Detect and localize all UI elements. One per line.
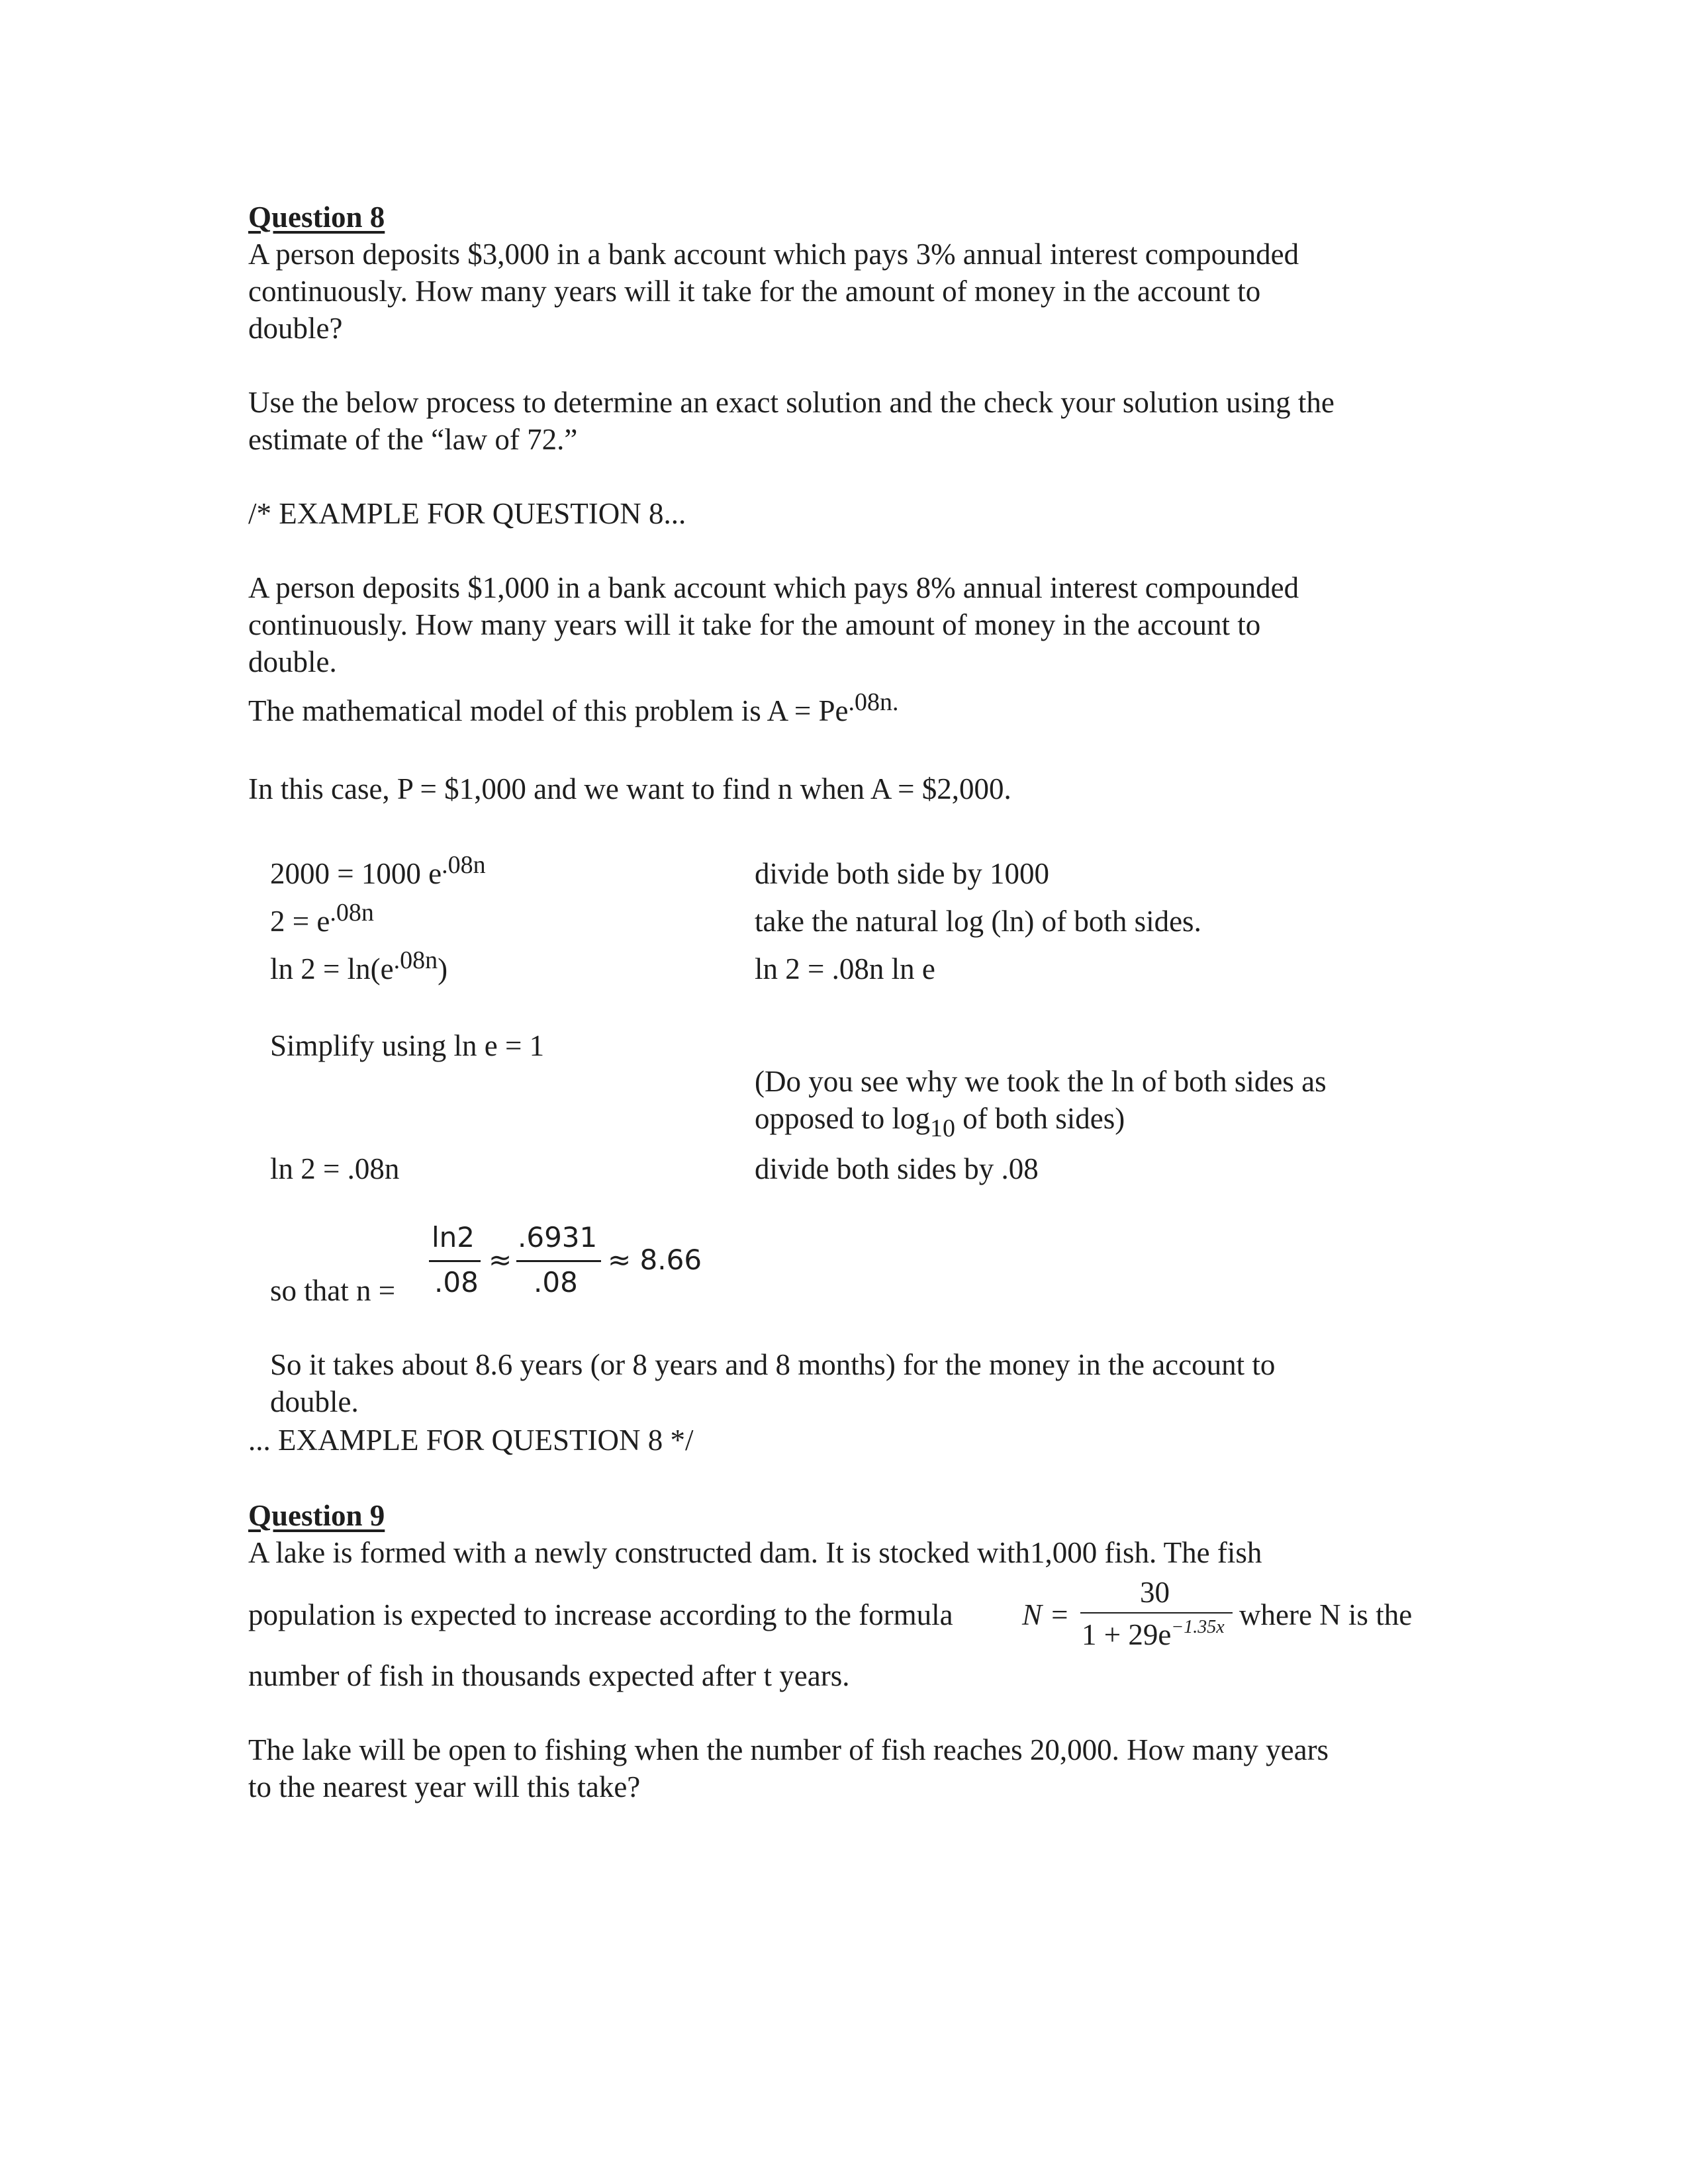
case-statement: In this case, P = $1,000 and we want to find n when A = $2,000. — [248, 772, 1011, 805]
step-1-note: divide both side by 1000 — [755, 857, 1049, 890]
so-that-label: so that n = — [270, 1274, 396, 1307]
model-exponent: .08n. — [848, 688, 899, 716]
question-8-text-line-3: double? — [248, 312, 343, 345]
question-9-text-line-1: A lake is formed with a newly constructed dam. It is stocked with1,000 fish. The fish — [248, 1536, 1262, 1569]
question-8-text-line-2: continuously. How many years will it take for the amount of money in the account to — [248, 275, 1261, 308]
step-1-equation — [270, 851, 486, 894]
step-4-note: divide both sides by .08 — [755, 1152, 1039, 1185]
fraction-1-denominator: .08 — [434, 1266, 479, 1298]
question-8-heading: Question 8 — [248, 201, 385, 234]
step-4-equation: ln 2 = .08n — [270, 1152, 400, 1185]
fraction-1-numerator: ln2 — [432, 1221, 475, 1253]
instructions-line-2: estimate of the “law of 72.” — [248, 423, 578, 456]
why-note-line-1: (Do you see why we took the ln of both sides as — [755, 1065, 1327, 1098]
approx-result: ≈ 8.66 — [608, 1244, 702, 1276]
question-9-text-line-2: population is expected to increase according to the formula — [248, 1598, 953, 1631]
formula-fraction-bar — [1080, 1612, 1233, 1614]
why-note-text: opposed to log — [755, 1102, 930, 1135]
formula-numerator: 30 — [1140, 1576, 1170, 1609]
step-3-exponent: .08n — [393, 946, 438, 974]
formula-lhs: N = — [1022, 1598, 1070, 1631]
formula-denominator — [1082, 1616, 1225, 1658]
step-2-equation — [270, 899, 374, 942]
step-2-exponent: .08n — [330, 899, 374, 927]
example-problem-line-3: double. — [248, 645, 337, 678]
step-3-left: ln 2 = ln(e — [270, 952, 394, 985]
log-base-subscript: 10 — [930, 1115, 955, 1142]
question-9-question-line-1: The lake will be open to fishing when the number of fish reaches 20,000. How many years — [248, 1733, 1329, 1766]
step-3-note: ln 2 = .08n ln e — [755, 952, 935, 985]
step-1-exponent: .08n — [442, 851, 486, 879]
question-9-heading: Question 9 — [248, 1499, 385, 1532]
step-3-close-paren: ) — [438, 952, 448, 985]
step-1-left: 2000 = 1000 e — [270, 857, 442, 890]
why-note-line-2 — [755, 1100, 1125, 1142]
question-9-text-line-2-end: where N is the — [1239, 1598, 1413, 1631]
fraction-1-bar — [429, 1260, 481, 1262]
example-end-marker: ... EXAMPLE FOR QUESTION 8 */ — [248, 1424, 694, 1457]
example-start-marker: /* EXAMPLE FOR QUESTION 8... — [248, 497, 686, 530]
conclusion-line-1: So it takes about 8.6 years (or 8 years and 8 months) for the money in the account to — [270, 1348, 1276, 1381]
fraction-2-bar — [516, 1260, 601, 1262]
model-text: The mathematical model of this problem is A = Pe — [248, 694, 849, 727]
why-note-text-end: of both sides) — [955, 1102, 1125, 1135]
step-2-left: 2 = e — [270, 905, 330, 938]
fraction-2-numerator: .6931 — [518, 1221, 598, 1253]
formula-denominator-base: 1 + 29e — [1082, 1618, 1172, 1651]
example-problem-line-2: continuously. How many years will it take for the amount of money in the account to — [248, 608, 1261, 641]
question-9-question-line-2: to the nearest year will this take? — [248, 1770, 641, 1803]
question-9-text-line-3: number of fish in thousands expected after t years. — [248, 1659, 850, 1692]
question-8-text-line-1: A person deposits $3,000 in a bank account which pays 3% annual interest compounded — [248, 238, 1299, 271]
instructions-line-1: Use the below process to determine an exact solution and the check your solution using the — [248, 386, 1335, 419]
fraction-2-denominator: .08 — [534, 1266, 578, 1298]
conclusion-line-2: double. — [270, 1385, 359, 1418]
formula-exponent: −1.35x — [1171, 1617, 1225, 1637]
example-problem-line-1: A person deposits $1,000 in a bank account which pays 8% annual interest compounded — [248, 571, 1299, 604]
approx-symbol-1: ≈ — [489, 1244, 512, 1276]
step-3-equation — [270, 946, 448, 989]
step-2-note: take the natural log (ln) of both sides. — [755, 905, 1201, 938]
simplify-note: Simplify using ln e = 1 — [270, 1029, 545, 1062]
model-statement — [248, 688, 899, 731]
